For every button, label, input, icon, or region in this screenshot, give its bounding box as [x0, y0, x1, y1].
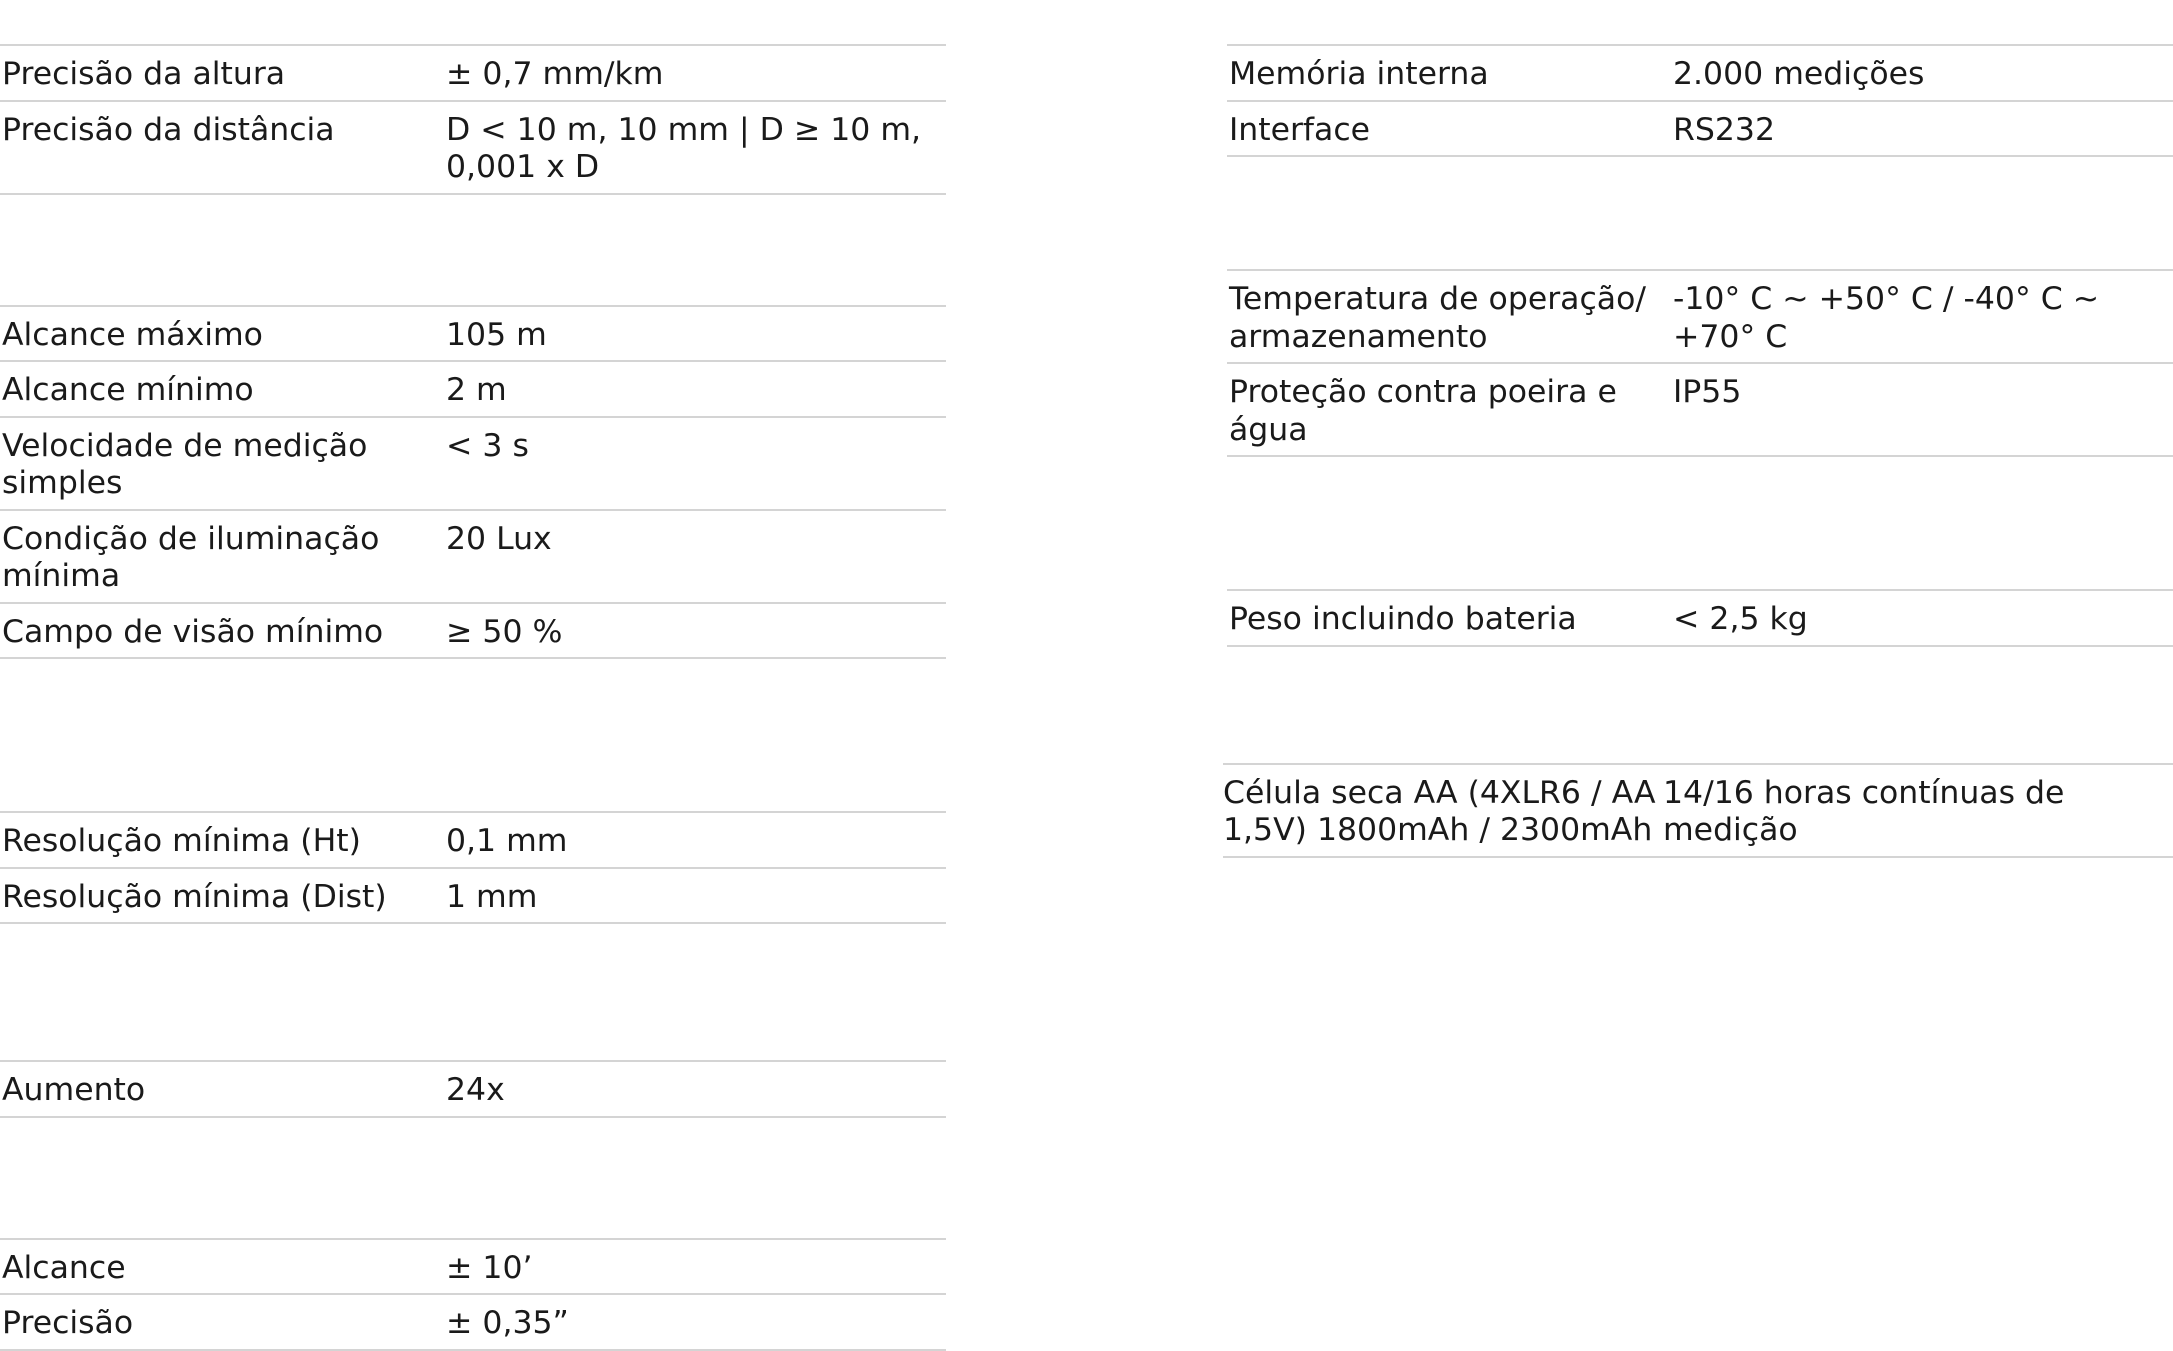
spec-row: [0, 46, 946, 102]
spec-row: [1227, 591, 2173, 647]
spec-row: [0, 1295, 946, 1351]
spec-label: Interface: [1229, 111, 1371, 148]
spec-row: [1227, 46, 2173, 102]
section-title: [1227, 0, 2173, 46]
section-title: [0, 261, 946, 307]
spec-row: [0, 604, 946, 660]
spec-value: RS232: [1673, 111, 1776, 148]
spec-label: Célula seca AA (4XLR6 / AA 1,5V) 1800mAh / 2300mAh: [1223, 774, 1656, 848]
section-title: [0, 1194, 946, 1240]
spec-label: Proteção contra poeira e água: [1229, 374, 1617, 448]
spec-value: 24x: [446, 1072, 505, 1108]
spec-value: 0,1 mm: [446, 823, 568, 859]
section-title: [1227, 545, 2173, 591]
left-spec-column: [0, 0, 946, 1351]
section-title: [0, 1016, 946, 1062]
spec-value: IP55: [1673, 374, 1742, 410]
spec-value: 1 mm: [446, 878, 538, 915]
spec-label: Precisão da distância: [2, 111, 335, 148]
spec-section-power: [1223, 719, 2173, 858]
spec-value: < 3 s: [446, 427, 529, 464]
spec-value: ± 0,35”: [446, 1305, 569, 1341]
spec-label: Campo de visão mínimo: [2, 613, 384, 650]
spec-value: 20 Lux: [446, 520, 552, 557]
spec-label: Alcance: [2, 1249, 126, 1286]
spec-label: Resolução mínima (Dist): [2, 878, 387, 915]
spec-label: Precisão: [2, 1305, 134, 1341]
spec-value: 14/16 horas contínuas de medição: [1663, 774, 2065, 848]
spec-label: Velocidade de medição simples: [2, 427, 368, 501]
spec-label: Resolução mínima (Ht): [2, 823, 361, 859]
spec-value: < 2,5 kg: [1673, 601, 1808, 637]
spec-row: [0, 1240, 946, 1296]
spec-value: ≥ 50 %: [446, 613, 563, 650]
spec-row: [0, 102, 946, 195]
spec-section-display: [0, 767, 946, 924]
spec-value: ± 0,7 mm/km: [446, 56, 664, 92]
section-title: [1227, 225, 2173, 271]
spec-label: Memória interna: [1229, 56, 1489, 92]
spec-section-environment: [1227, 225, 2173, 457]
spec-row: [0, 1062, 946, 1118]
spec-label: Peso incluindo bateria: [1229, 601, 1577, 637]
section-title: [0, 767, 946, 813]
spec-row: [0, 362, 946, 418]
spec-value: D < 10 m, 10 mm | D ≥ 10 m, 0,001 x D: [446, 111, 922, 185]
spec-label: Condição de iluminação mínima: [2, 520, 380, 594]
spec-value: 2.000 medições: [1673, 56, 1925, 92]
spec-label: Alcance máximo: [2, 316, 263, 353]
spec-label: Temperatura de operação/ armazenamento: [1229, 281, 1646, 355]
spec-row: [0, 813, 946, 869]
spec-section-compensator: [0, 1194, 946, 1351]
spec-row: [1227, 102, 2173, 158]
spec-row: [1223, 765, 2173, 858]
spec-label: Precisão da altura: [2, 56, 286, 92]
spec-label: Alcance mínimo: [2, 372, 254, 408]
spec-section-range: [0, 261, 946, 660]
spec-value: 105 m: [446, 316, 547, 353]
spec-row: [0, 511, 946, 604]
spec-section-data-management: [1227, 0, 2173, 157]
spec-row: [0, 869, 946, 925]
spec-value: -10° C ~ +50° C / -40° C ~ +70° C: [1673, 281, 2100, 355]
spec-row: [1227, 271, 2173, 364]
spec-value: 2 m: [446, 372, 507, 408]
spec-row: [0, 418, 946, 511]
section-title: [0, 0, 946, 46]
spec-label: Aumento: [2, 1072, 146, 1108]
right-spec-column: [1223, 0, 2173, 858]
spec-section-telescope: [0, 1016, 946, 1118]
spec-row: [0, 307, 946, 363]
spec-section-height-measurement: [0, 0, 946, 195]
spec-row: [1227, 364, 2173, 457]
spec-value: ± 10’: [446, 1249, 533, 1286]
section-title: [1223, 719, 2173, 765]
spec-section-weight: [1227, 545, 2173, 647]
